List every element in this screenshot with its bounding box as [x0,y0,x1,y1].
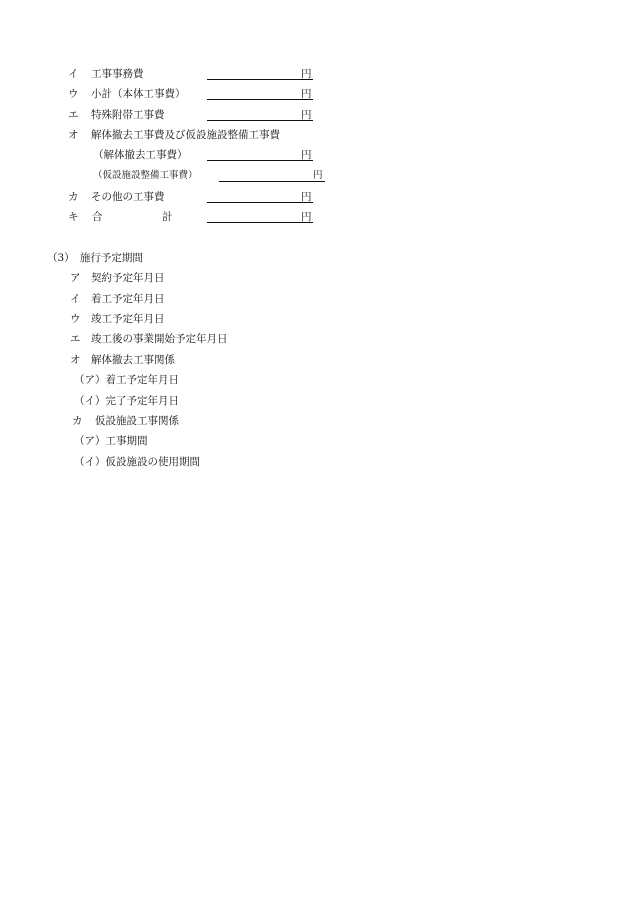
schedule-subitem [0,394,630,408]
row-marker: ウ [70,313,81,325]
amount-blank-line [207,120,313,121]
amount-blank-line [207,79,313,80]
row-marker: ウ [68,88,79,100]
subitem-label: （イ）完了予定年月日 [74,395,179,407]
cost-row-demolition-header [0,128,630,142]
row-marker: イ [70,293,81,305]
schedule-item-demolition [0,353,630,367]
yen-unit: 円 [301,211,312,223]
yen-unit: 円 [301,149,312,161]
row-label: 竣工後の事業開始予定年月日 [91,333,228,345]
cost-row-admin [0,67,630,81]
row-label: 工事事務費 [91,68,144,80]
yen-unit: 円 [313,170,323,181]
total-label-right: 計 [162,211,173,223]
schedule-item-temporary [0,414,630,428]
cost-row-other [0,190,630,204]
schedule-subitem [0,373,630,387]
schedule-item-start [0,292,630,306]
schedule-subitem [0,455,630,469]
row-label: 小計（本体工事費） [91,88,186,100]
row-marker: エ [70,333,81,345]
amount-blank-line [207,202,313,203]
row-label: 解体撤去工事関係 [91,354,175,366]
schedule-subitem [0,434,630,448]
row-marker: ア [70,272,81,284]
cost-row-temporary [0,169,630,183]
subitem-label: （イ）仮設施設の使用期間 [74,456,200,468]
cost-row-subtotal [0,87,630,101]
row-label: 仮設施設工事関係 [95,415,179,427]
subitem-label: （ア）着工予定年月日 [74,374,179,386]
row-label: 竣工予定年月日 [91,313,165,325]
row-marker: カ [68,191,79,203]
amount-blank-line [219,181,325,182]
yen-unit: 円 [301,68,312,80]
cost-row-total [0,210,630,224]
amount-blank-line [207,160,313,161]
schedule-item-completion [0,312,630,326]
row-marker: オ [68,129,79,141]
row-marker: オ [70,354,81,366]
section-heading: （3） 施行予定期間 [47,252,143,264]
row-label: （解体撤去工事費） [93,149,188,161]
row-label: 着工予定年月日 [91,293,165,305]
row-label: その他の工事費 [91,191,165,203]
row-label: 特殊附帯工事費 [91,109,165,121]
row-label: （仮設施設整備工事費） [93,170,198,181]
row-label: 解体撤去工事費及び仮設施設整備工事費 [91,129,280,141]
yen-unit: 円 [301,191,312,203]
row-label: 契約予定年月日 [91,272,165,284]
schedule-item-contract [0,271,630,285]
yen-unit: 円 [301,109,312,121]
total-label-left: 合 [92,211,103,223]
row-marker: カ [72,415,83,427]
row-marker: キ [68,211,79,223]
row-marker: イ [68,68,79,80]
amount-blank-line [207,222,313,223]
subitem-label: （ア）工事期間 [74,435,148,447]
amount-blank-line [207,99,313,100]
cost-row-demolition [0,148,630,162]
schedule-item-business-start [0,332,630,346]
cost-row-special [0,108,630,122]
row-marker: エ [68,109,79,121]
yen-unit: 円 [301,88,312,100]
schedule-heading [0,251,630,265]
